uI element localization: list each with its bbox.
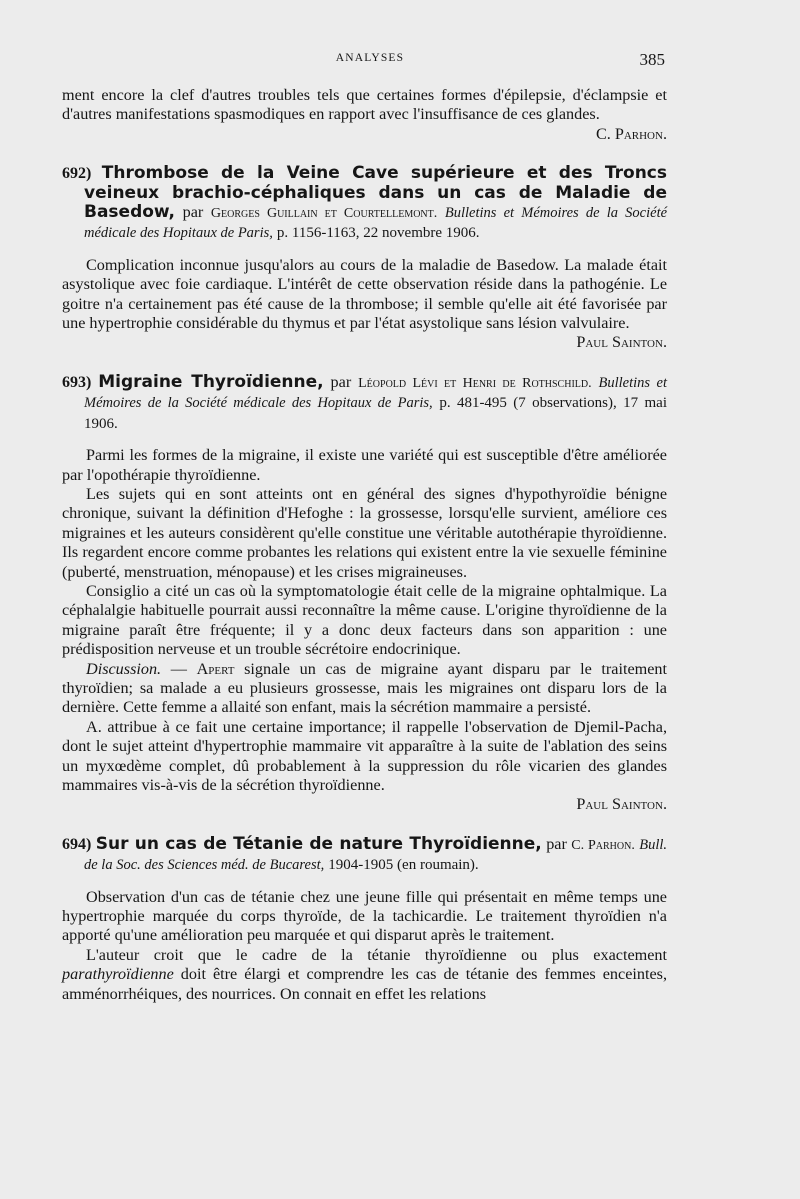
- entry-694-paragraph-2: L'auteur croit que le cadre de la tétanie thyroïdienne ou plus exactement parathyroïdienne doit être élargi et comprendre les cas de tétanie des femmes enceintes, amménorrhéiques, des nourrices. On connait en effet les relations: [62, 945, 667, 1003]
- entry-693-signature: Paul Sainton.: [576, 795, 667, 814]
- entry-692-source: Bulletins et Mémoires de la Société médicale des Hopitaux de Paris,: [84, 205, 668, 242]
- page-body: [62, 86, 667, 1004]
- page-number: 385: [639, 50, 665, 69]
- entry-694-title: Sur un cas de Tétanie de nature Thyroïdienne,: [95, 833, 542, 854]
- entry-692-paragraph: Complication inconnue jusqu'alors au cours de la maladie de Basedow. La malade était asystolique avec foie cardiaque. L'intérêt de cette observation réside dans la pathogénie. Le goitre n'a certainement pas été cause de la thrombose; il semble qu'elle ait été favorisée par une hypertrophie considérable du thymus et par l'état asystolique sans lésion valvulaire.: [62, 255, 667, 333]
- entry-694-source: Bull. de la Soc. des Sciences méd. de Bucarest,: [84, 836, 668, 874]
- intro-paragraph: ment encore la clef d'autres troubles tels que certaines formes d'épilepsie, d'éclampsie et d'autres manifestations spasmodiques en rapport avec l'insuffisance de ces glandes.: [62, 86, 667, 124]
- entry-693-authors: Léopold Lévi et Henri de Rothschild.: [358, 375, 592, 391]
- entry-693-paragraph-2: Les sujets qui en sont atteints ont en général des signes d'hypothyroïdie bénigne chronique, suivant la définition d'Hefoghe : la grossesse, lorsqu'elle survient, améliore ces migraines et les auteurs considèrent qu'elle constitue une véritable autothérapie thyroïdienne. Ils regardent encore comme probantes les relations qui existent entre la vie sexuelle féminine (puberté, menstruation, ménopause) et les crises migraineuses.: [62, 484, 667, 581]
- intro-signature: C. Parhon.: [595, 124, 667, 143]
- entry-693-heading: 693) Migraine Thyroïdienne, par Léopold Lévi et Henri de Rothschild. Bulletins et Mémoires de la Société médicale des Hopitaux de Paris, p. 481-495 (7 observations), 17 mai 1906.: [62, 371, 668, 432]
- entry-692-signature: Paul Sainton.: [576, 333, 667, 352]
- entry-693-paragraph-1: Parmi les formes de la migraine, il existe une variété qui est susceptible d'être améliorée par l'opothérapie thyroïdienne.: [62, 446, 667, 484]
- entry-693-closing: A. attribue à ce fait une certaine importance; il rappelle l'observation de Djemil-Pacha, dont le sujet atteint d'hypertrophie mammaire vit apparaître à la suite de l'ablation des seins un myxœdème complet, dû probablement à la suppression du rôle vicarien des glandes mammaires vis-à-vis de la sécrétion thyroïdienne.: [62, 717, 667, 794]
- entry-694-heading: 694) Sur un cas de Tétanie de nature Thyroïdienne, par C. Parhon. Bull. de la Soc. des Sciences méd. de Bucarest, 1904-1905 (en roumain).: [62, 833, 668, 874]
- entry-693-source: Bulletins et Mémoires de la Société médicale des Hopitaux de Paris,: [84, 374, 668, 412]
- entry-692: [62, 164, 667, 353]
- entry-692-heading: 692) Thrombose de la Veine Cave supérieure et des Troncs veineux brachio-céphaliques dans un cas de Maladie de Basedow, par Georges Guillain et Courtellemont. Bulletins et Mémoires de la Société médicale des Hopitaux de Paris, p. 1156-1163, 22 novembre 1906.: [62, 163, 668, 242]
- entry-693-paragraph-3: Consiglio a cité un cas où la symptomatologie était celle de la migraine ophtalmique. La céphalalgie habituelle pourrait aussi reconnaître la même cause. L'origine thyroïdienne de la migraine paraît être fréquente; il y a donc deux facteurs dans son apparition : une prédisposition nerveuse et un trouble sécrétoire endocrinique.: [62, 581, 667, 659]
- entry-693-title: Migraine Thyroïdienne,: [98, 371, 324, 392]
- entry-693-discussion: Discussion. — Apert signale un cas de migraine ayant disparu par le traitement thyroïdien; sa malade a eu plusieurs grossesse, mais les migraines ont disparu lors de la dernière. Cette femme a allaité son enfant, mais la sécrétion mammaire a persisté.: [62, 659, 668, 717]
- entry-694-paragraph-1: Observation d'un cas de tétanie chez une jeune fille qui présentait en même temps une hypertrophie marquée du corps thyroïde, de la tachicardie. Le traitement thyroïdien n'a apporté qu'une amélioration peu marquée et qui disparut après le traitement.: [62, 887, 667, 945]
- entry-694: [62, 835, 667, 1004]
- entry-692-authors: Georges Guillain et Courtellemont.: [210, 206, 438, 222]
- entry-692-title: Thrombose de la Veine Cave supérieure et des Troncs veineux brachio-céphaliques dans un cas de Maladie de Basedow,: [84, 163, 667, 223]
- entry-694-authors: C. Parhon.: [571, 837, 635, 853]
- running-header: ANALYSES: [335, 52, 405, 64]
- entry-693: [62, 373, 667, 815]
